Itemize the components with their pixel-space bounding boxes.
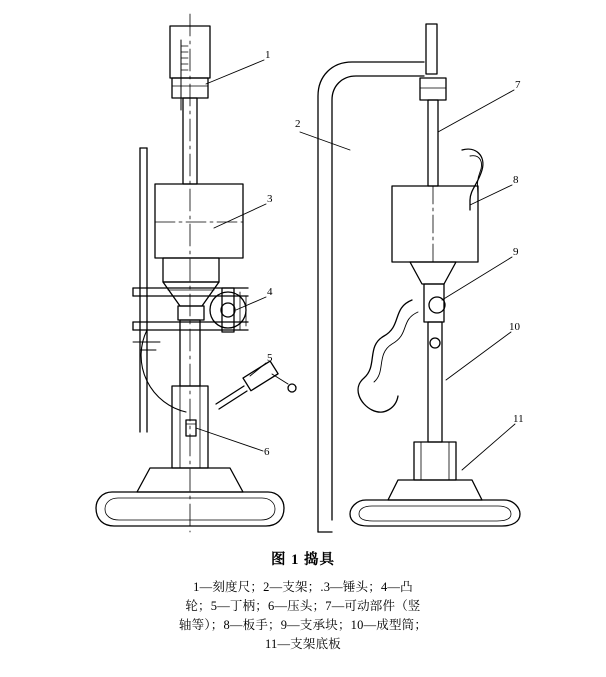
legend-line-1: 1—刻度尺；2—支架；.3—锤头；4—凸 bbox=[193, 580, 413, 594]
press-head-cone bbox=[163, 282, 219, 306]
lower-shaft-right bbox=[428, 322, 442, 442]
leader-5 bbox=[250, 363, 266, 376]
callout-labels bbox=[264, 49, 524, 458]
handle-knob bbox=[288, 384, 296, 392]
callout-label-8: 8 bbox=[513, 174, 519, 186]
leader-6 bbox=[196, 428, 263, 451]
mould-cylinder-right bbox=[414, 442, 456, 480]
leader-9 bbox=[442, 257, 512, 300]
callout-label-11: 11 bbox=[513, 413, 524, 425]
support-block-left bbox=[186, 420, 196, 436]
hammer-head-right bbox=[392, 186, 478, 262]
legend-line-2: 轮；5—丁柄；6—压头；7—可动部件（竖 bbox=[185, 599, 421, 613]
press-head-cone-right bbox=[410, 262, 456, 284]
callout-label-2: 2 bbox=[295, 118, 301, 130]
figure-caption-block bbox=[0, 548, 606, 654]
callout-label-4: 4 bbox=[267, 286, 273, 298]
cam-hub bbox=[221, 303, 235, 317]
callout-label-9: 9 bbox=[513, 246, 519, 258]
legend-line-4: 11—支架底板 bbox=[265, 637, 341, 651]
movable-shaft-right bbox=[428, 100, 438, 186]
right-view-side-elevation bbox=[318, 24, 520, 532]
press-head-base bbox=[178, 306, 204, 320]
handle-tip bbox=[272, 374, 288, 384]
leader-11 bbox=[462, 424, 515, 470]
callout-label-10: 10 bbox=[509, 321, 520, 333]
leader-2 bbox=[300, 132, 350, 150]
figure-title: 图 1 捣具 bbox=[271, 552, 335, 568]
cam-key-block bbox=[222, 288, 234, 332]
callout-label-1: 1 bbox=[265, 49, 271, 61]
leader-7 bbox=[438, 90, 514, 132]
legend-line-3: 轴等）；8—板手；9—支承块；10—成型筒； bbox=[178, 618, 428, 632]
leader-3 bbox=[214, 204, 266, 228]
base-plate-inner-right bbox=[359, 506, 511, 521]
frame-outer-right bbox=[318, 62, 424, 532]
handle-grip bbox=[243, 361, 278, 391]
top-rod-right bbox=[426, 24, 437, 74]
base-pedestal-right bbox=[388, 480, 482, 500]
callout-label-6: 6 bbox=[264, 446, 270, 458]
leader-4 bbox=[236, 297, 266, 310]
leader-10 bbox=[446, 332, 511, 380]
leader-8 bbox=[470, 185, 512, 205]
frame-inner-right bbox=[332, 76, 424, 520]
press-head-base-right bbox=[424, 284, 444, 322]
base-plate-right bbox=[350, 500, 520, 526]
callout-label-3: 3 bbox=[267, 193, 273, 205]
callout-leaders bbox=[196, 60, 515, 470]
hammer-neck-block bbox=[163, 258, 219, 282]
callout-label-5: 5 bbox=[267, 352, 273, 364]
leader-1 bbox=[206, 60, 264, 84]
flexible-hose-right bbox=[358, 300, 412, 412]
scale-ticks bbox=[181, 46, 188, 70]
callout-label-7: 7 bbox=[515, 79, 521, 91]
top-clamp-right bbox=[420, 78, 446, 100]
pin-right bbox=[430, 338, 440, 348]
